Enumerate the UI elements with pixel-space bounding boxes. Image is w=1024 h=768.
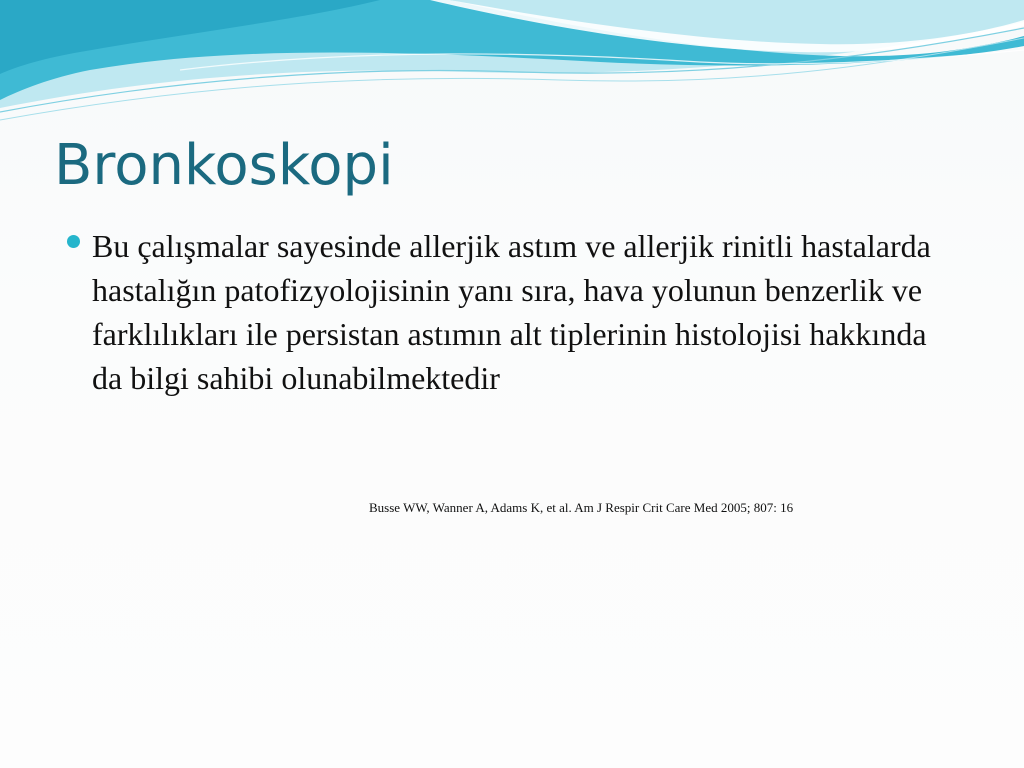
slide-title: Bronkoskopi xyxy=(54,133,394,198)
bullet-item xyxy=(64,224,944,400)
bullet-list xyxy=(64,224,944,400)
bullet-text: Bu çalışmalar sayesinde allerjik astım ve allerjik rinitli hastalarda hastalığın patofizyolojisinin yanı sıra, hava yolunun benzerlik ve farklılıkları ile persistan astımın alt tiplerinin histolojisi hakkında da bilgi sahibi olunabilmektedir xyxy=(92,228,931,396)
citation-reference: Busse WW, Wanner A, Adams K, et al. Am J Respir Crit Care Med 2005; 807: 16 xyxy=(369,500,794,515)
bullet-dot-icon xyxy=(67,235,80,248)
header-wave-decoration xyxy=(0,0,1024,130)
